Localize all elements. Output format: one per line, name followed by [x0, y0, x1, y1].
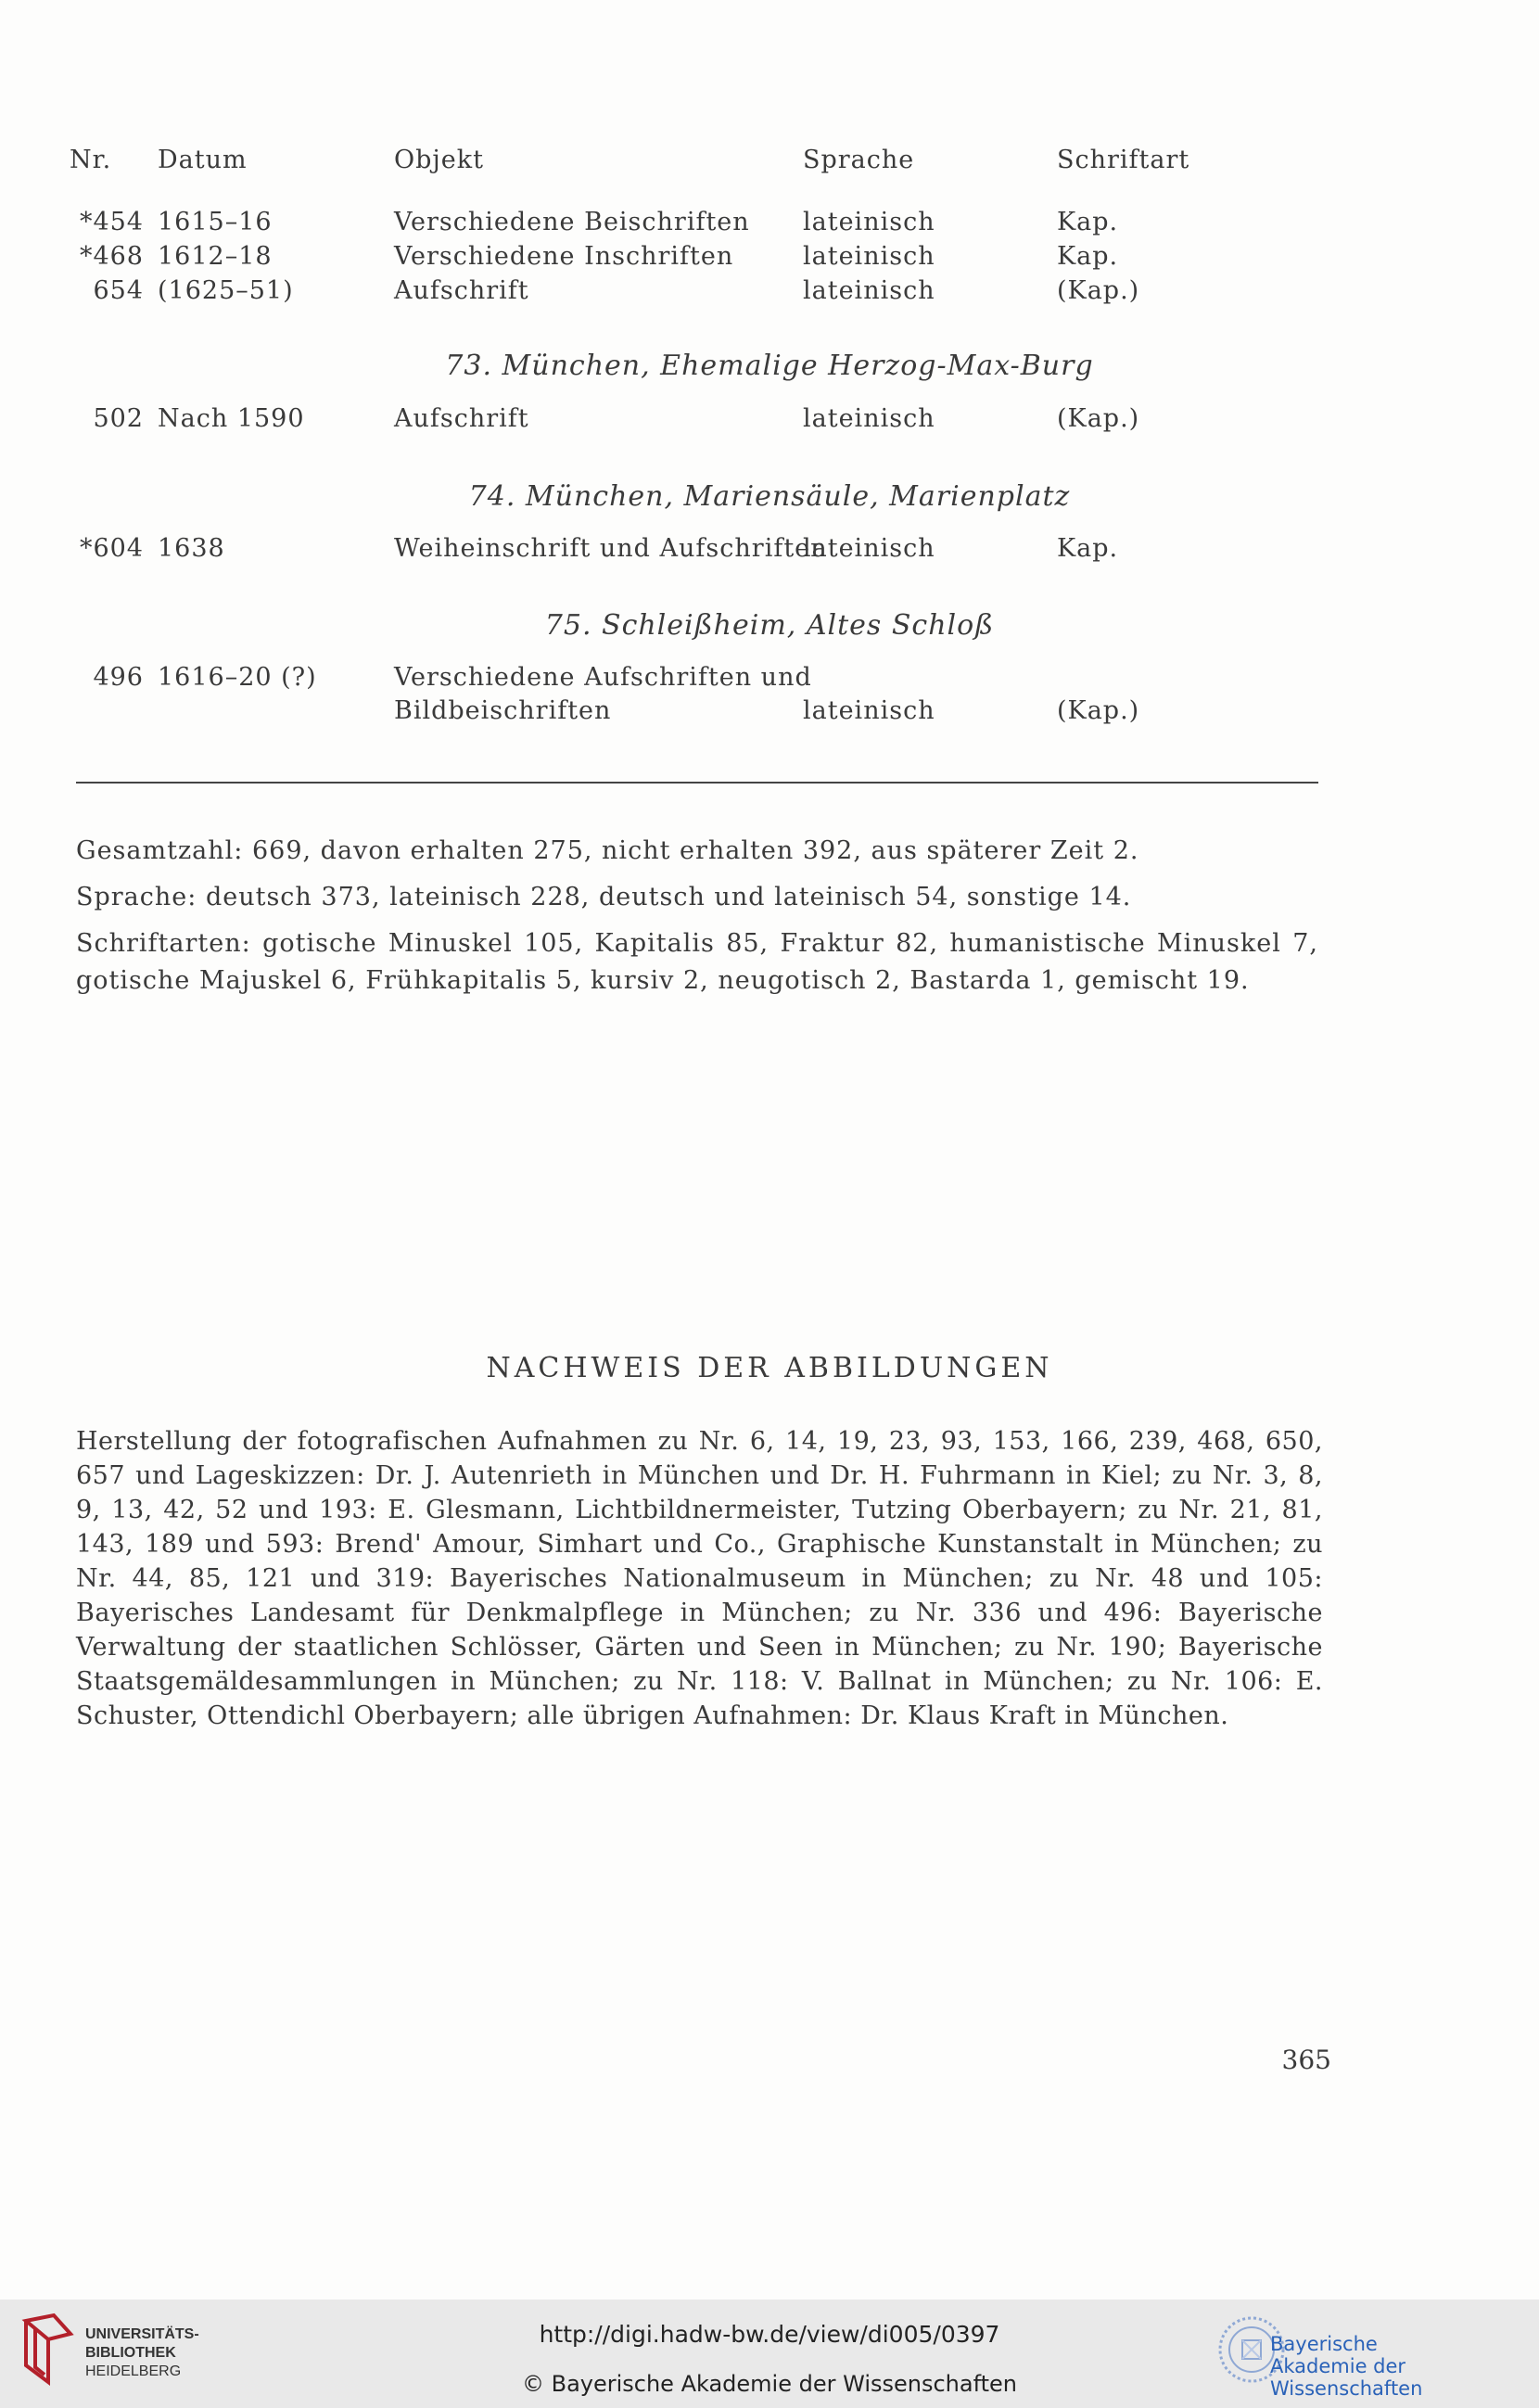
section-title-74: 74. München, Mariensäule, Marienplatz	[468, 480, 1071, 513]
academy-line1: Bayerische	[1270, 2333, 1378, 2355]
cell-nr: *468	[79, 242, 144, 271]
cell-nr: *604	[79, 534, 144, 563]
table-row	[0, 401, 1539, 438]
cell-script: (Kap.)	[1057, 404, 1140, 433]
cell-script: (Kap.)	[1057, 696, 1140, 725]
header-language: Sprache	[803, 146, 915, 174]
cell-script: (Kap.)	[1057, 276, 1140, 305]
section-title-73: 73. München, Ehemalige Herzog-Max-Burg	[445, 350, 1094, 382]
cell-language: lateinisch	[803, 276, 935, 305]
cell-script: Kap.	[1057, 208, 1119, 236]
cell-language: lateinisch	[803, 242, 935, 271]
cell-object-line1: Verschiedene Aufschriften und	[394, 663, 812, 692]
table-row	[0, 273, 1539, 310]
page-number: 365	[1281, 2045, 1331, 2075]
cell-object: Aufschrift	[394, 404, 529, 433]
table-row-continuation	[0, 693, 1539, 730]
credits-heading: NACHWEIS DER ABBILDUNGEN	[486, 1352, 1053, 1384]
table-row	[0, 659, 1539, 696]
cell-date: 1616–20 (?)	[158, 663, 317, 692]
cell-date: 1612–18	[158, 242, 273, 271]
cell-nr: 502	[93, 404, 144, 433]
library-line1: UNIVERSITÄTS-	[85, 2326, 199, 2342]
cell-script: Kap.	[1057, 242, 1119, 271]
header-script: Schriftart	[1057, 146, 1190, 174]
cell-language: lateinisch	[803, 696, 935, 725]
table-row	[0, 204, 1539, 241]
academy-name	[1270, 2333, 1539, 2400]
divider-rule	[76, 782, 1318, 784]
cell-nr: 496	[93, 663, 144, 692]
library-line3: HEIDELBERG	[85, 2363, 182, 2379]
copyright-notice: © Bayerische Akademie der Wissenschaften	[521, 2371, 1018, 2397]
cell-object-line2: Bildbeischriften	[394, 696, 612, 725]
table-row	[0, 530, 1539, 567]
cell-date: 1638	[158, 534, 225, 563]
cell-language: lateinisch	[803, 208, 935, 236]
summary-total: Gesamtzahl: 669, davon erhalten 275, nicht erhalten 392, aus späterer Zeit 2.	[76, 836, 1139, 865]
cell-date: 1615–16	[158, 208, 273, 236]
cell-date: (1625–51)	[158, 276, 294, 305]
summary-scripts: Schriftarten: gotische Minuskel 105, Kapitalis 85, Fraktur 82, humanistische Minuskel 7, gotische Majuskel 6, Frühkapitalis 5, kursiv 2, neugotisch 2, Bastarda 1, gemischt 19.	[76, 929, 1318, 995]
cell-nr: 654	[93, 276, 144, 305]
cell-object: Weiheinschrift und Aufschriften	[394, 534, 828, 563]
cell-object: Aufschrift	[394, 276, 529, 305]
permalink-url[interactable]: http://digi.hadw-bw.de/view/di005/0397	[539, 2321, 1000, 2348]
table-row	[0, 238, 1539, 275]
cell-object: Verschiedene Inschriften	[394, 242, 734, 271]
library-line2: BIBLIOTHEK	[85, 2345, 176, 2361]
cell-nr: *454	[79, 208, 144, 236]
header-date: Datum	[158, 146, 248, 174]
cell-date: Nach 1590	[158, 404, 305, 433]
academy-line2: Akademie der Wissenschaften	[1270, 2355, 1423, 2400]
summary-language: Sprache: deutsch 373, lateinisch 228, deutsch und lateinisch 54, sonstige 14.	[76, 883, 1132, 911]
cell-object: Verschiedene Beischriften	[394, 208, 750, 236]
table-header	[0, 142, 1539, 179]
section-title-75: 75. Schleißheim, Altes Schloß	[544, 609, 995, 642]
header-object: Objekt	[394, 146, 484, 174]
cell-language: lateinisch	[803, 404, 935, 433]
credits-text: Herstellung der fotografischen Aufnahmen zu Nr. 6, 14, 19, 23, 93, 153, 166, 239, 468, 650, 657 und Lageskizzen: Dr. J. Autenrieth in München und Dr. H. Fuhrmann in Kiel; zu Nr. 3, 8, 9, 13, 42, 52 und 193: E. Glesmann, Lichtbildnermeister, Tutzing Oberbayern; zu Nr. 21, 81, 143, 189 und 593: Brend' Amour, Simhart und Co., Graphische Kunstanstalt in München; zu Nr. 44, 85, 121 und 319: Bayerisches Nationalmuseum in München; zu Nr. 48 und 105: Bayerisches Landesamt für Denkmalpflege in München; zu Nr. 336 und 496: Bayerische Verwaltung der staatlichen Schlösser, Gärten und Seen in München; zu Nr. 190; Bayerische Staatsgemäldesammlungen in München; zu Nr. 118: V. Ballnat in München; zu Nr. 106: E. Schuster, Ottendichl Oberbayern; alle übrigen Aufnahmen: Dr. Klaus Kraft in München.	[76, 1427, 1323, 1730]
cell-language: lateinisch	[803, 534, 935, 563]
cell-script: Kap.	[1057, 534, 1119, 563]
header-nr: Nr.	[70, 146, 112, 174]
